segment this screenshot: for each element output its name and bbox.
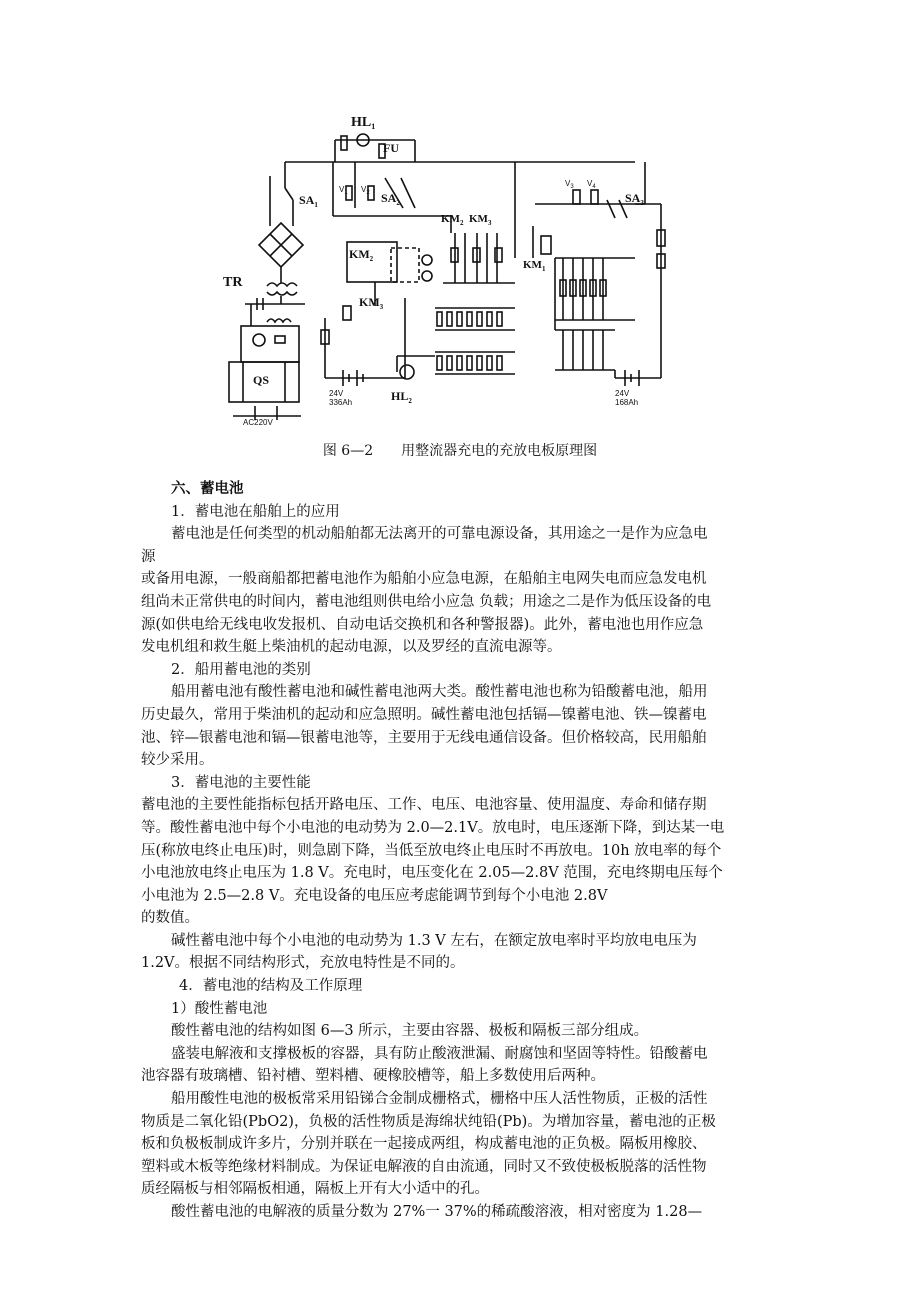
text-line: 池容器有玻璃槽、铅衬槽、塑料槽、硬橡胶槽等，船上多数使用后两种。 bbox=[141, 1068, 605, 1085]
battery-right-capacity: 168Ah bbox=[615, 398, 639, 407]
text-line: 1．蓄电池在船舶上的应用 bbox=[171, 503, 340, 520]
km3-top-label: $KM_3$ bbox=[469, 213, 492, 227]
text-line: 源(如供电给无线电收发报机、自动电话交换机和各种警报器)。此外，蓄电池也用作应急 bbox=[141, 616, 704, 633]
text-line: 盛装电解液和支撑极板的容器，具有防止酸液泄漏、耐腐蚀和坚固等特性。铅酸蓄电 bbox=[171, 1045, 708, 1062]
hl2-label: $HL_2$ bbox=[391, 389, 412, 405]
battery-right-voltage: 24V bbox=[615, 389, 630, 398]
text-line: 质经隔板与相邻隔板相通，隔板上开有大小适中的孔。 bbox=[141, 1181, 489, 1198]
km1-label: $KM_1$ bbox=[523, 259, 546, 273]
km2-left-label: $KM_2$ bbox=[349, 247, 374, 263]
circuit-diagram bbox=[215, 108, 695, 426]
circuit-diagram-svg bbox=[215, 108, 695, 426]
section-heading: 六、蓄电池 bbox=[171, 480, 244, 497]
text-line: 1.2V。根据不同结构形式，充放电特性是不同的。 bbox=[141, 955, 465, 972]
qs-label: QS bbox=[253, 373, 270, 387]
text-line: 源 bbox=[141, 548, 156, 565]
text-line: 等。酸性蓄电池中每个小电池的电动势为 2.0—2.1V。放电时，电压逐渐下降，到达某一电 bbox=[141, 819, 725, 836]
text-line: 压(称放电终止电压)时，则急剧下降，当低至放电终止电压时不再放电。10h 放电率的每个 bbox=[141, 842, 722, 859]
text-line: 历史最久，常用于柴油机的起动和应急照明。碱性蓄电池包括镉—镍蓄电池、铁—镍蓄电 bbox=[141, 706, 707, 723]
text-line: 船用酸性电池的极板常采用铅锑合金制成栅格式，栅格中压人活性物质，正极的活性 bbox=[171, 1091, 708, 1108]
text-line: 酸性蓄电池的电解液的质量分数为 27%一 37%的稀疏酸溶液，相对密度为 1.28— bbox=[171, 1204, 703, 1220]
battery-left-voltage: 24V bbox=[329, 389, 344, 398]
figure-caption bbox=[0, 440, 920, 460]
ac-label: AC220V bbox=[243, 418, 273, 426]
v2-label: $V_2$ bbox=[361, 185, 370, 196]
text-line: 蓄电池的主要性能指标包括开路电压、工作、电压、电池容量、使用温度、寿命和储存期 bbox=[141, 797, 707, 814]
text-line: 塑料或木板等绝缘材料制成。为保证电解液的自由流通，同时又不致使极板脱落的活性物 bbox=[141, 1158, 707, 1175]
hl1-label: $HL_1$ bbox=[351, 115, 376, 131]
text-line: 较少采用。 bbox=[141, 752, 214, 769]
sa2-label: $SA_2$ bbox=[381, 191, 400, 207]
text-line: 船用蓄电池有酸性蓄电池和碱性蓄电池两大类。酸性蓄电池也称为铅酸蓄电池，船用 bbox=[171, 684, 708, 701]
text-line: 小电池为 2.5—2.8 V。充电设备的电压应考虑能调节到每个小电池 2.8V bbox=[141, 887, 608, 904]
text-line: 3．蓄电池的主要性能 bbox=[171, 774, 311, 791]
sa3-label: $SA_3$ bbox=[625, 191, 644, 207]
sa1-label: $SA_1$ bbox=[299, 193, 318, 209]
fu-label: FU bbox=[383, 141, 399, 155]
text-line: 的数值。 bbox=[141, 910, 199, 927]
v4-label: $V_4$ bbox=[587, 179, 596, 190]
km2-top-label: $KM_2$ bbox=[441, 213, 464, 227]
tr-label: TR bbox=[223, 275, 243, 290]
text-line: 碱性蓄电池中每个小电池的电动势为 1.3 V 左右，在额定放电率时平均放电电压为 bbox=[171, 932, 697, 949]
text-line: 1）酸性蓄电池 bbox=[171, 1000, 268, 1017]
text-line: 物质是二氧化铅(PbO2)，负极的活性物质是海绵状纯铅(Pb)。为增加容量，蓄电池的正极 bbox=[141, 1113, 716, 1130]
km3-left-label: $KM_3$ bbox=[359, 295, 384, 311]
text-line: 小电池放电终止电压为 1.8 V。充电时，电压变化在 2.05—2.8V 范围，充电终期电压每个 bbox=[141, 865, 723, 882]
battery-left-capacity: 336Ah bbox=[329, 398, 353, 407]
text-line: 组尚未正常供电的时间内，蓄电池组则供电给小应急 负载；用途之二是作为低压设备的电 bbox=[141, 593, 712, 610]
text-line: 发电机组和救生艇上柴油机的起动电源，以及罗经的直流电源等。 bbox=[141, 639, 562, 656]
v1-label: $V_1$ bbox=[339, 185, 348, 196]
text-line: 或备用电源，一般商船都把蓄电池作为船舶小应急电源，在船舶主电网失电而应急发电机 bbox=[141, 571, 707, 588]
text-line: 4．蓄电池的结构及工作原理 bbox=[179, 978, 363, 995]
figure-caption-title: 用整流器充电的充放电板原理图 bbox=[401, 443, 598, 459]
text-line: 酸性蓄电池的结构如图 6—3 所示，主要由容器、极板和隔板三部分组成。 bbox=[171, 1023, 649, 1040]
text-line: 蓄电池是任何类型的机动船舶都无法离开的可靠电源设备，其用途之一是作为应急电 bbox=[171, 526, 708, 543]
text-line: 板和负极板制成许多片，分别并联在一起接成两组，构成蓄电池的正负极。隔板用橡胶、 bbox=[141, 1136, 707, 1153]
document-body bbox=[141, 478, 781, 1224]
text-line: 2．船用蓄电池的类别 bbox=[171, 661, 311, 678]
figure-caption-number: 图 6—2 bbox=[322, 443, 374, 459]
text-line: 池、锌—银蓄电池和镉—银蓄电池等，主要用于无线电通信设备。但价格较高，民用船舶 bbox=[141, 729, 707, 746]
v3-label: $V_3$ bbox=[565, 179, 574, 190]
